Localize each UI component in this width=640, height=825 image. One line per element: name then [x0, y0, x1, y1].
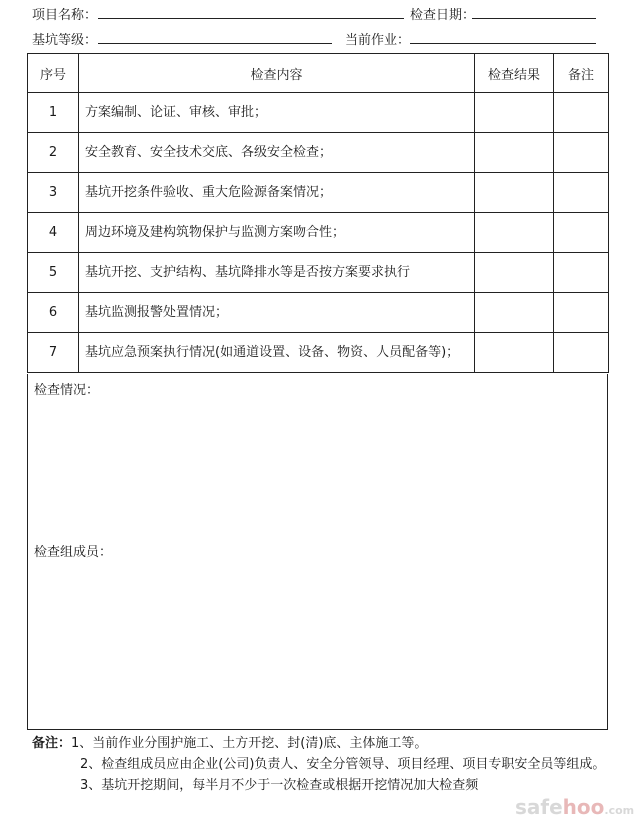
row-content: 基坑应急预案执行情况(如通道设置、设备、物资、人员配备等)； — [79, 333, 475, 373]
remark-cell[interactable] — [554, 213, 609, 253]
note-3: 3、基坑开挖期间，每半月不少于一次检查或根据开挖情况加大检查频 — [80, 778, 479, 793]
col-header-remark: 备注 — [554, 54, 609, 93]
current-work-field[interactable] — [410, 43, 596, 44]
pit-grade-field[interactable] — [98, 43, 332, 44]
row-content: 安全教育、安全技术交底、各级安全检查； — [79, 133, 475, 173]
project-name-label: 项目名称： — [32, 8, 98, 23]
result-cell[interactable] — [475, 333, 554, 373]
remark-cell[interactable] — [554, 93, 609, 133]
table-header-row — [28, 54, 609, 93]
notes-block — [32, 733, 607, 796]
note-1: 1、当前作业分围护施工、土方开挖、封(清)底、主体施工等。 — [71, 736, 428, 751]
table-row — [28, 333, 609, 373]
notes-title: 备注： — [32, 736, 72, 751]
row-number: 5 — [28, 253, 79, 293]
site-watermark — [515, 795, 634, 819]
inspection-members-label: 检查组成员： — [34, 545, 113, 560]
result-cell[interactable] — [475, 93, 554, 133]
row-number: 1 — [28, 93, 79, 133]
remark-cell[interactable] — [554, 133, 609, 173]
result-cell[interactable] — [475, 293, 554, 333]
row-number: 2 — [28, 133, 79, 173]
row-number: 3 — [28, 173, 79, 213]
note-2: 2、检查组成员应由企业(公司)负责人、安全分管领导、项目经理、项目专职安全员等组成。 — [80, 757, 606, 772]
current-work-label: 当前作业： — [345, 33, 411, 48]
result-cell[interactable] — [475, 173, 554, 213]
row-number: 4 — [28, 213, 79, 253]
watermark-suffix: .com — [604, 804, 635, 817]
inspection-date-field[interactable] — [472, 18, 596, 19]
row-number: 7 — [28, 333, 79, 373]
watermark-text-a: safe — [515, 795, 563, 819]
col-header-result: 检查结果 — [475, 54, 554, 93]
result-cell[interactable] — [475, 213, 554, 253]
remark-cell[interactable] — [554, 333, 609, 373]
table-row — [28, 293, 609, 333]
col-header-no: 序号 — [28, 54, 79, 93]
remark-cell[interactable] — [554, 293, 609, 333]
remark-cell[interactable] — [554, 173, 609, 213]
row-content: 方案编制、论证、审核、审批； — [79, 93, 475, 133]
remark-cell[interactable] — [554, 253, 609, 293]
table-row — [28, 173, 609, 213]
row-content: 周边环境及建构筑物保护与监测方案吻合性； — [79, 213, 475, 253]
table-row — [28, 133, 609, 173]
row-number: 6 — [28, 293, 79, 333]
table-row — [28, 253, 609, 293]
result-cell[interactable] — [475, 133, 554, 173]
pit-grade-label: 基坑等级： — [32, 33, 98, 48]
table-row — [28, 213, 609, 253]
row-content: 基坑开挖、支护结构、基坑降排水等是否按方案要求执行 — [79, 253, 475, 293]
note-line-1 — [32, 733, 607, 754]
row-content: 基坑开挖条件验收、重大危险源备案情况； — [79, 173, 475, 213]
col-header-content: 检查内容 — [79, 54, 475, 93]
result-cell[interactable] — [475, 253, 554, 293]
watermark-text-b: hoo — [562, 795, 605, 819]
project-name-field[interactable] — [98, 18, 404, 19]
inspection-status-label: 检查情况： — [34, 383, 100, 398]
row-content: 基坑监测报警处置情况； — [79, 293, 475, 333]
inspection-date-label: 检查日期： — [410, 8, 476, 23]
inspection-table — [27, 53, 609, 373]
inspection-details-section[interactable] — [27, 374, 608, 730]
table-row — [28, 93, 609, 133]
